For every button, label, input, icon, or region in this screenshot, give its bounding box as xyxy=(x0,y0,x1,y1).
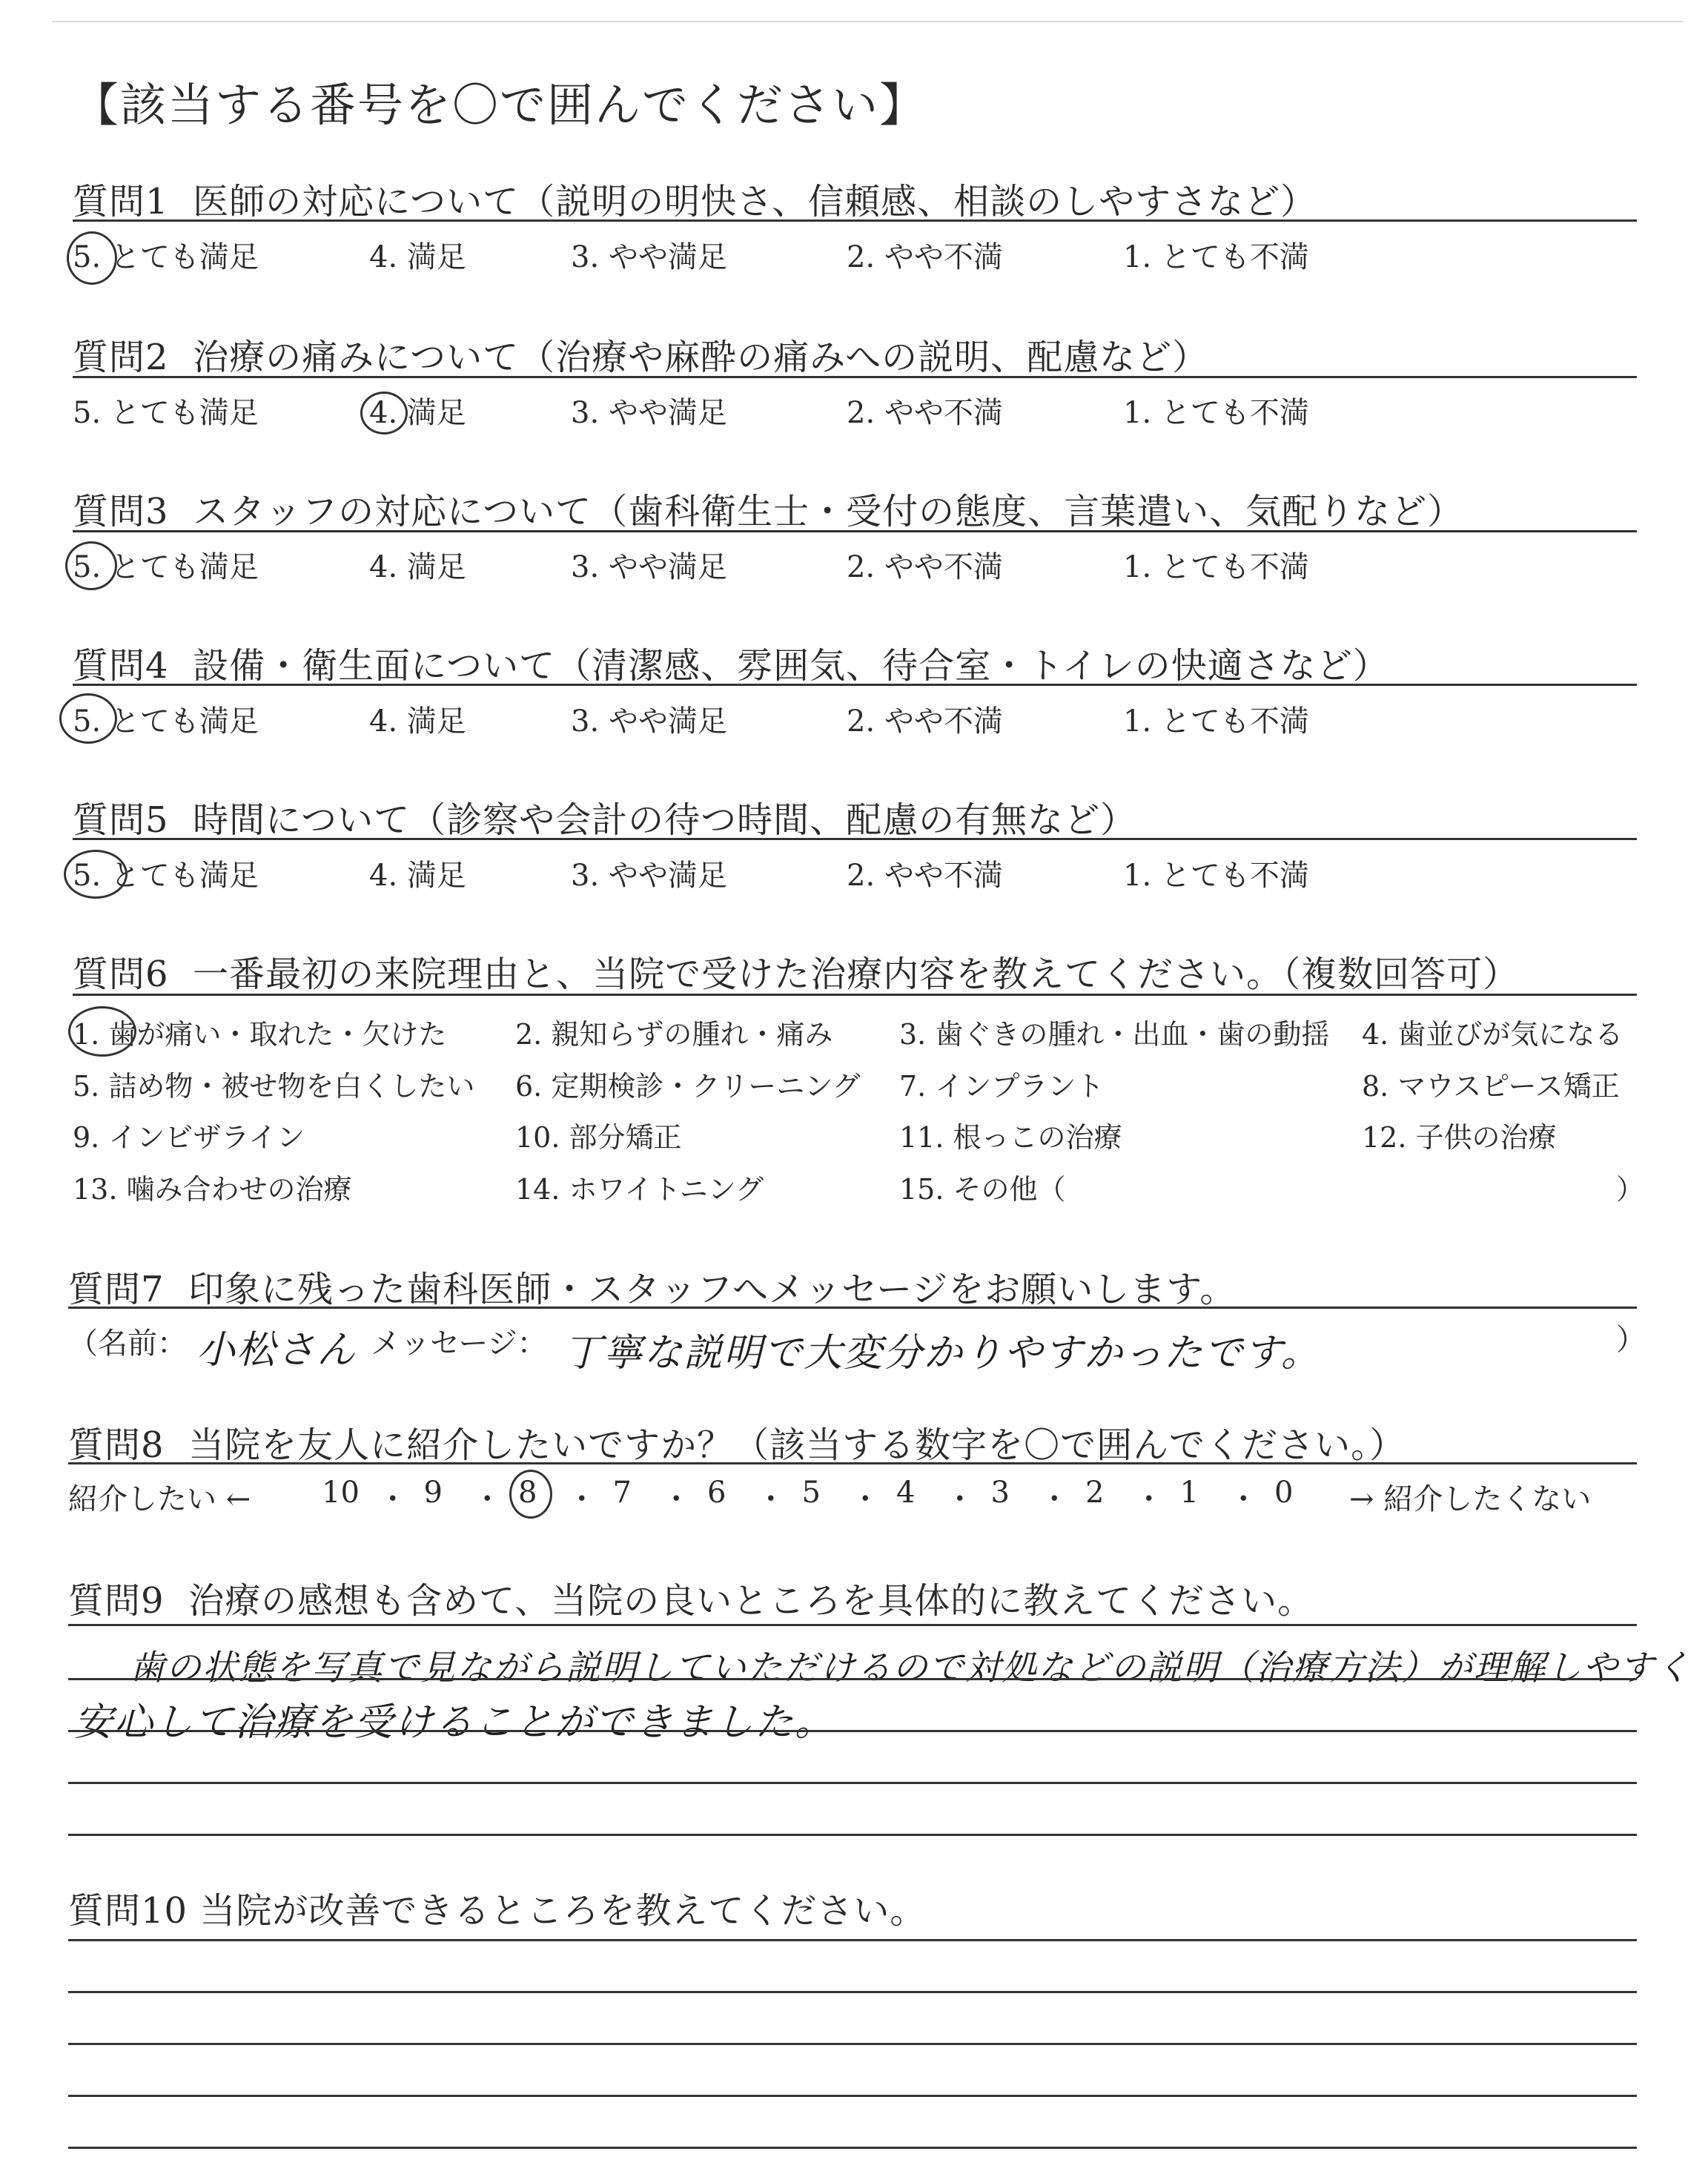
q4-option-5[interactable]: 5. とても満足 xyxy=(73,704,259,739)
q6-rule xyxy=(73,994,1637,996)
q3-heading xyxy=(73,483,1463,534)
q6-option-1[interactable]: 1. 歯が痛い・取れた・欠けた xyxy=(73,1018,447,1051)
q5-text: 時間について（診察や会計の待つ時間、配慮の有無など） xyxy=(193,799,1137,841)
q2-heading xyxy=(73,328,1208,380)
q8-scale-value-6[interactable]: 6 xyxy=(707,1476,726,1510)
q9-answer-rule-2 xyxy=(68,1730,1637,1732)
q6-option-9[interactable]: 9. インビザライン xyxy=(73,1121,305,1154)
q5-option-5[interactable]: 5. とても満足 xyxy=(73,859,259,893)
q9-answer-line-1[interactable]: 歯の状態を写真で見ながら説明していただけるので対処などの説明（治療方法）が理解しやすく xyxy=(130,1648,1692,1688)
q8-scale-value-2[interactable]: 2 xyxy=(1085,1476,1105,1510)
q5-option-2[interactable]: 2. やや不満 xyxy=(847,859,1003,893)
q4-label: 質問4 xyxy=(73,645,169,687)
q4-option-1[interactable]: 1. とても不満 xyxy=(1123,704,1309,739)
q8-scale-separator: ・ xyxy=(1133,1482,1164,1516)
q3-rule xyxy=(73,530,1637,532)
q1-option-3[interactable]: 3. やや満足 xyxy=(571,240,727,274)
q7-text: 印象に残った歯科医師・スタッフへメッセージをお願いします。 xyxy=(188,1269,1237,1310)
q8-scale-value-3[interactable]: 3 xyxy=(990,1476,1010,1510)
q9-answer-rule-3 xyxy=(68,1782,1637,1784)
q6-text: 一番最初の来院理由と、当院で受けた治療内容を教えてください。（複数回答可） xyxy=(193,954,1520,995)
top-edge-line xyxy=(52,21,1683,22)
q7-heading xyxy=(68,1261,1236,1312)
q4-text: 設備・衛生面について（清潔感、雰囲気、待合室・トイレの快適さなど） xyxy=(193,645,1389,687)
q4-selection-circle xyxy=(59,693,117,744)
q8-scale-separator: ・ xyxy=(1228,1482,1259,1516)
q10-text: 当院が改善できるところを教えてください。 xyxy=(199,1890,927,1932)
q3-option-3[interactable]: 3. やや満足 xyxy=(571,550,727,584)
q2-option-3[interactable]: 3. やや満足 xyxy=(571,396,727,430)
q5-rule xyxy=(73,838,1637,840)
q6-option-11[interactable]: 11. 根っこの治療 xyxy=(899,1121,1122,1154)
q9-rule xyxy=(68,1624,1637,1626)
q6-option-5[interactable]: 5. 詰め物・被せ物を白くしたい xyxy=(73,1070,475,1103)
q8-rule xyxy=(68,1462,1637,1464)
q9-text: 治療の感想も含めて、当院の良いところを具体的に教えてください。 xyxy=(188,1580,1314,1622)
q3-option-2[interactable]: 2. やや不満 xyxy=(847,550,1003,584)
q10-answer-rule-2 xyxy=(68,1991,1637,1993)
q7-name-value[interactable]: 小松さん xyxy=(196,1328,357,1373)
q6-heading xyxy=(73,945,1519,997)
q5-selection-circle xyxy=(64,850,128,899)
q8-scale-value-7[interactable]: 7 xyxy=(612,1476,632,1510)
q6-option-7[interactable]: 7. インプラント xyxy=(899,1070,1105,1103)
q8-scale-value-5[interactable]: 5 xyxy=(801,1476,821,1510)
q9-answer-line-2[interactable]: 安心して治療を受けることができました。 xyxy=(74,1700,835,1745)
q10-answer-rule-4 xyxy=(68,2095,1637,2097)
q1-heading xyxy=(73,173,1317,224)
q4-option-4[interactable]: 4. 満足 xyxy=(369,704,466,739)
q4-option-3[interactable]: 3. やや満足 xyxy=(571,704,727,739)
q7-close-paren: ） xyxy=(1616,1323,1646,1357)
q8-scale-separator: ・ xyxy=(472,1482,503,1516)
q1-text: 医師の対応について（説明の明快さ、信頼感、相談のしやすさなど） xyxy=(193,181,1317,222)
q5-option-4[interactable]: 4. 満足 xyxy=(369,859,466,893)
q3-text: スタッフの対応について（歯科衛生士・受付の態度、言葉遣い、気配りなど） xyxy=(193,491,1464,532)
q5-label: 質問5 xyxy=(73,799,169,841)
q8-scale-value-0[interactable]: 0 xyxy=(1274,1476,1294,1510)
q6-option-14[interactable]: 14. ホワイトニング xyxy=(515,1173,764,1206)
q2-label: 質問2 xyxy=(73,337,169,378)
q7-rule xyxy=(68,1307,1637,1309)
q10-answer-rule-3 xyxy=(68,2043,1637,2045)
q7-label: 質問7 xyxy=(68,1269,165,1310)
q8-scale-value-1[interactable]: 1 xyxy=(1179,1476,1199,1510)
q6-option-4[interactable]: 4. 歯並びが気になる xyxy=(1362,1018,1623,1051)
q8-scale-separator: ・ xyxy=(377,1482,408,1516)
q2-rule xyxy=(73,376,1637,378)
q8-right-label: → 紹介したくない xyxy=(1349,1482,1592,1516)
q8-scale-value-10[interactable]: 10 xyxy=(322,1476,360,1510)
q8-left-label: 紹介したい ← xyxy=(68,1482,251,1516)
q4-heading xyxy=(73,637,1389,688)
q6-option-12[interactable]: 12. 子供の治療 xyxy=(1362,1121,1557,1154)
q8-scale-separator: ・ xyxy=(755,1482,786,1516)
q7-message-value[interactable]: 丁寧な説明で大変分かりやすかったです。 xyxy=(563,1331,1321,1375)
q6-option-8[interactable]: 8. マウスピース矯正 xyxy=(1362,1070,1620,1103)
page-title: 【該当する番号を〇で囲んでください】 xyxy=(73,78,927,132)
q9-heading xyxy=(68,1572,1314,1623)
q10-answer-rule-1 xyxy=(68,1939,1637,1941)
q1-option-5[interactable]: 5. とても満足 xyxy=(73,240,259,274)
q8-scale-value-9[interactable]: 9 xyxy=(423,1476,443,1510)
q2-option-1[interactable]: 1. とても不満 xyxy=(1123,396,1309,430)
q9-label: 質問9 xyxy=(68,1580,165,1622)
q8-text: 当院を友人に紹介したいですか？（該当する数字を〇で囲んでください。） xyxy=(188,1424,1406,1466)
q6-selection-circle xyxy=(68,1006,136,1057)
q4-rule xyxy=(73,684,1637,686)
q5-option-1[interactable]: 1. とても不満 xyxy=(1123,859,1309,893)
q8-scale-separator: ・ xyxy=(850,1482,881,1516)
q8-scale-value-8[interactable]: 8 xyxy=(518,1476,537,1510)
q8-heading xyxy=(68,1416,1406,1467)
q3-selection-circle xyxy=(65,541,117,590)
q5-heading xyxy=(73,791,1136,842)
q2-selection-circle xyxy=(360,392,408,435)
q6-option-2[interactable]: 2. 親知らずの腫れ・痛み xyxy=(515,1018,833,1051)
q8-label: 質問8 xyxy=(68,1424,165,1466)
q8-scale-value-4[interactable]: 4 xyxy=(896,1476,916,1510)
q6-option-13[interactable]: 13. 噛み合わせの治療 xyxy=(73,1173,352,1206)
q10-label: 質問10 xyxy=(68,1890,188,1932)
q5-option-3[interactable]: 3. やや満足 xyxy=(571,859,727,893)
q9-answer-rule-4 xyxy=(68,1834,1637,1836)
q1-option-1[interactable]: 1. とても不満 xyxy=(1123,240,1309,274)
q7-name-label: （名前： xyxy=(68,1327,187,1361)
q1-option-4[interactable]: 4. 満足 xyxy=(369,240,466,274)
q4-option-2[interactable]: 2. やや不満 xyxy=(847,704,1003,739)
q6-other-close: ） xyxy=(1616,1173,1645,1206)
q3-label: 質問3 xyxy=(73,491,169,532)
q1-rule xyxy=(73,219,1637,222)
q2-option-5[interactable]: 5. とても満足 xyxy=(73,396,259,430)
q8-scale-separator: ・ xyxy=(1039,1482,1070,1516)
q2-option-4[interactable]: 4. 満足 xyxy=(369,396,466,430)
q6-option-10[interactable]: 10. 部分矯正 xyxy=(515,1121,682,1154)
q10-heading xyxy=(68,1882,926,1933)
q9-answer-rule-1 xyxy=(68,1678,1637,1680)
q1-option-2[interactable]: 2. やや不満 xyxy=(847,240,1003,274)
q6-option-3[interactable]: 3. 歯ぐきの腫れ・出血・歯の動揺 xyxy=(899,1018,1330,1051)
q1-selection-circle xyxy=(67,231,117,285)
q6-option-6[interactable]: 6. 定期検診・クリーニング xyxy=(515,1070,861,1103)
q2-text: 治療の痛みについて（治療や麻酔の痛みへの説明、配慮など） xyxy=(193,337,1209,378)
q10-answer-rule-5 xyxy=(68,2147,1637,2149)
q3-option-4[interactable]: 4. 満足 xyxy=(369,550,466,584)
q8-scale-separator: ・ xyxy=(944,1482,975,1516)
q6-option-15[interactable]: 15. その他（ xyxy=(899,1173,1066,1206)
q6-label: 質問6 xyxy=(73,954,169,995)
q8-selection-circle xyxy=(509,1470,552,1519)
q8-scale-separator: ・ xyxy=(566,1482,597,1516)
q3-option-1[interactable]: 1. とても不満 xyxy=(1123,550,1309,584)
q3-option-5[interactable]: 5. とても満足 xyxy=(73,550,259,584)
q8-scale-separator: ・ xyxy=(661,1482,692,1516)
q2-option-2[interactable]: 2. やや不満 xyxy=(847,396,1003,430)
q1-label: 質問1 xyxy=(73,181,169,222)
q7-message-label: メッセージ： xyxy=(371,1327,547,1361)
